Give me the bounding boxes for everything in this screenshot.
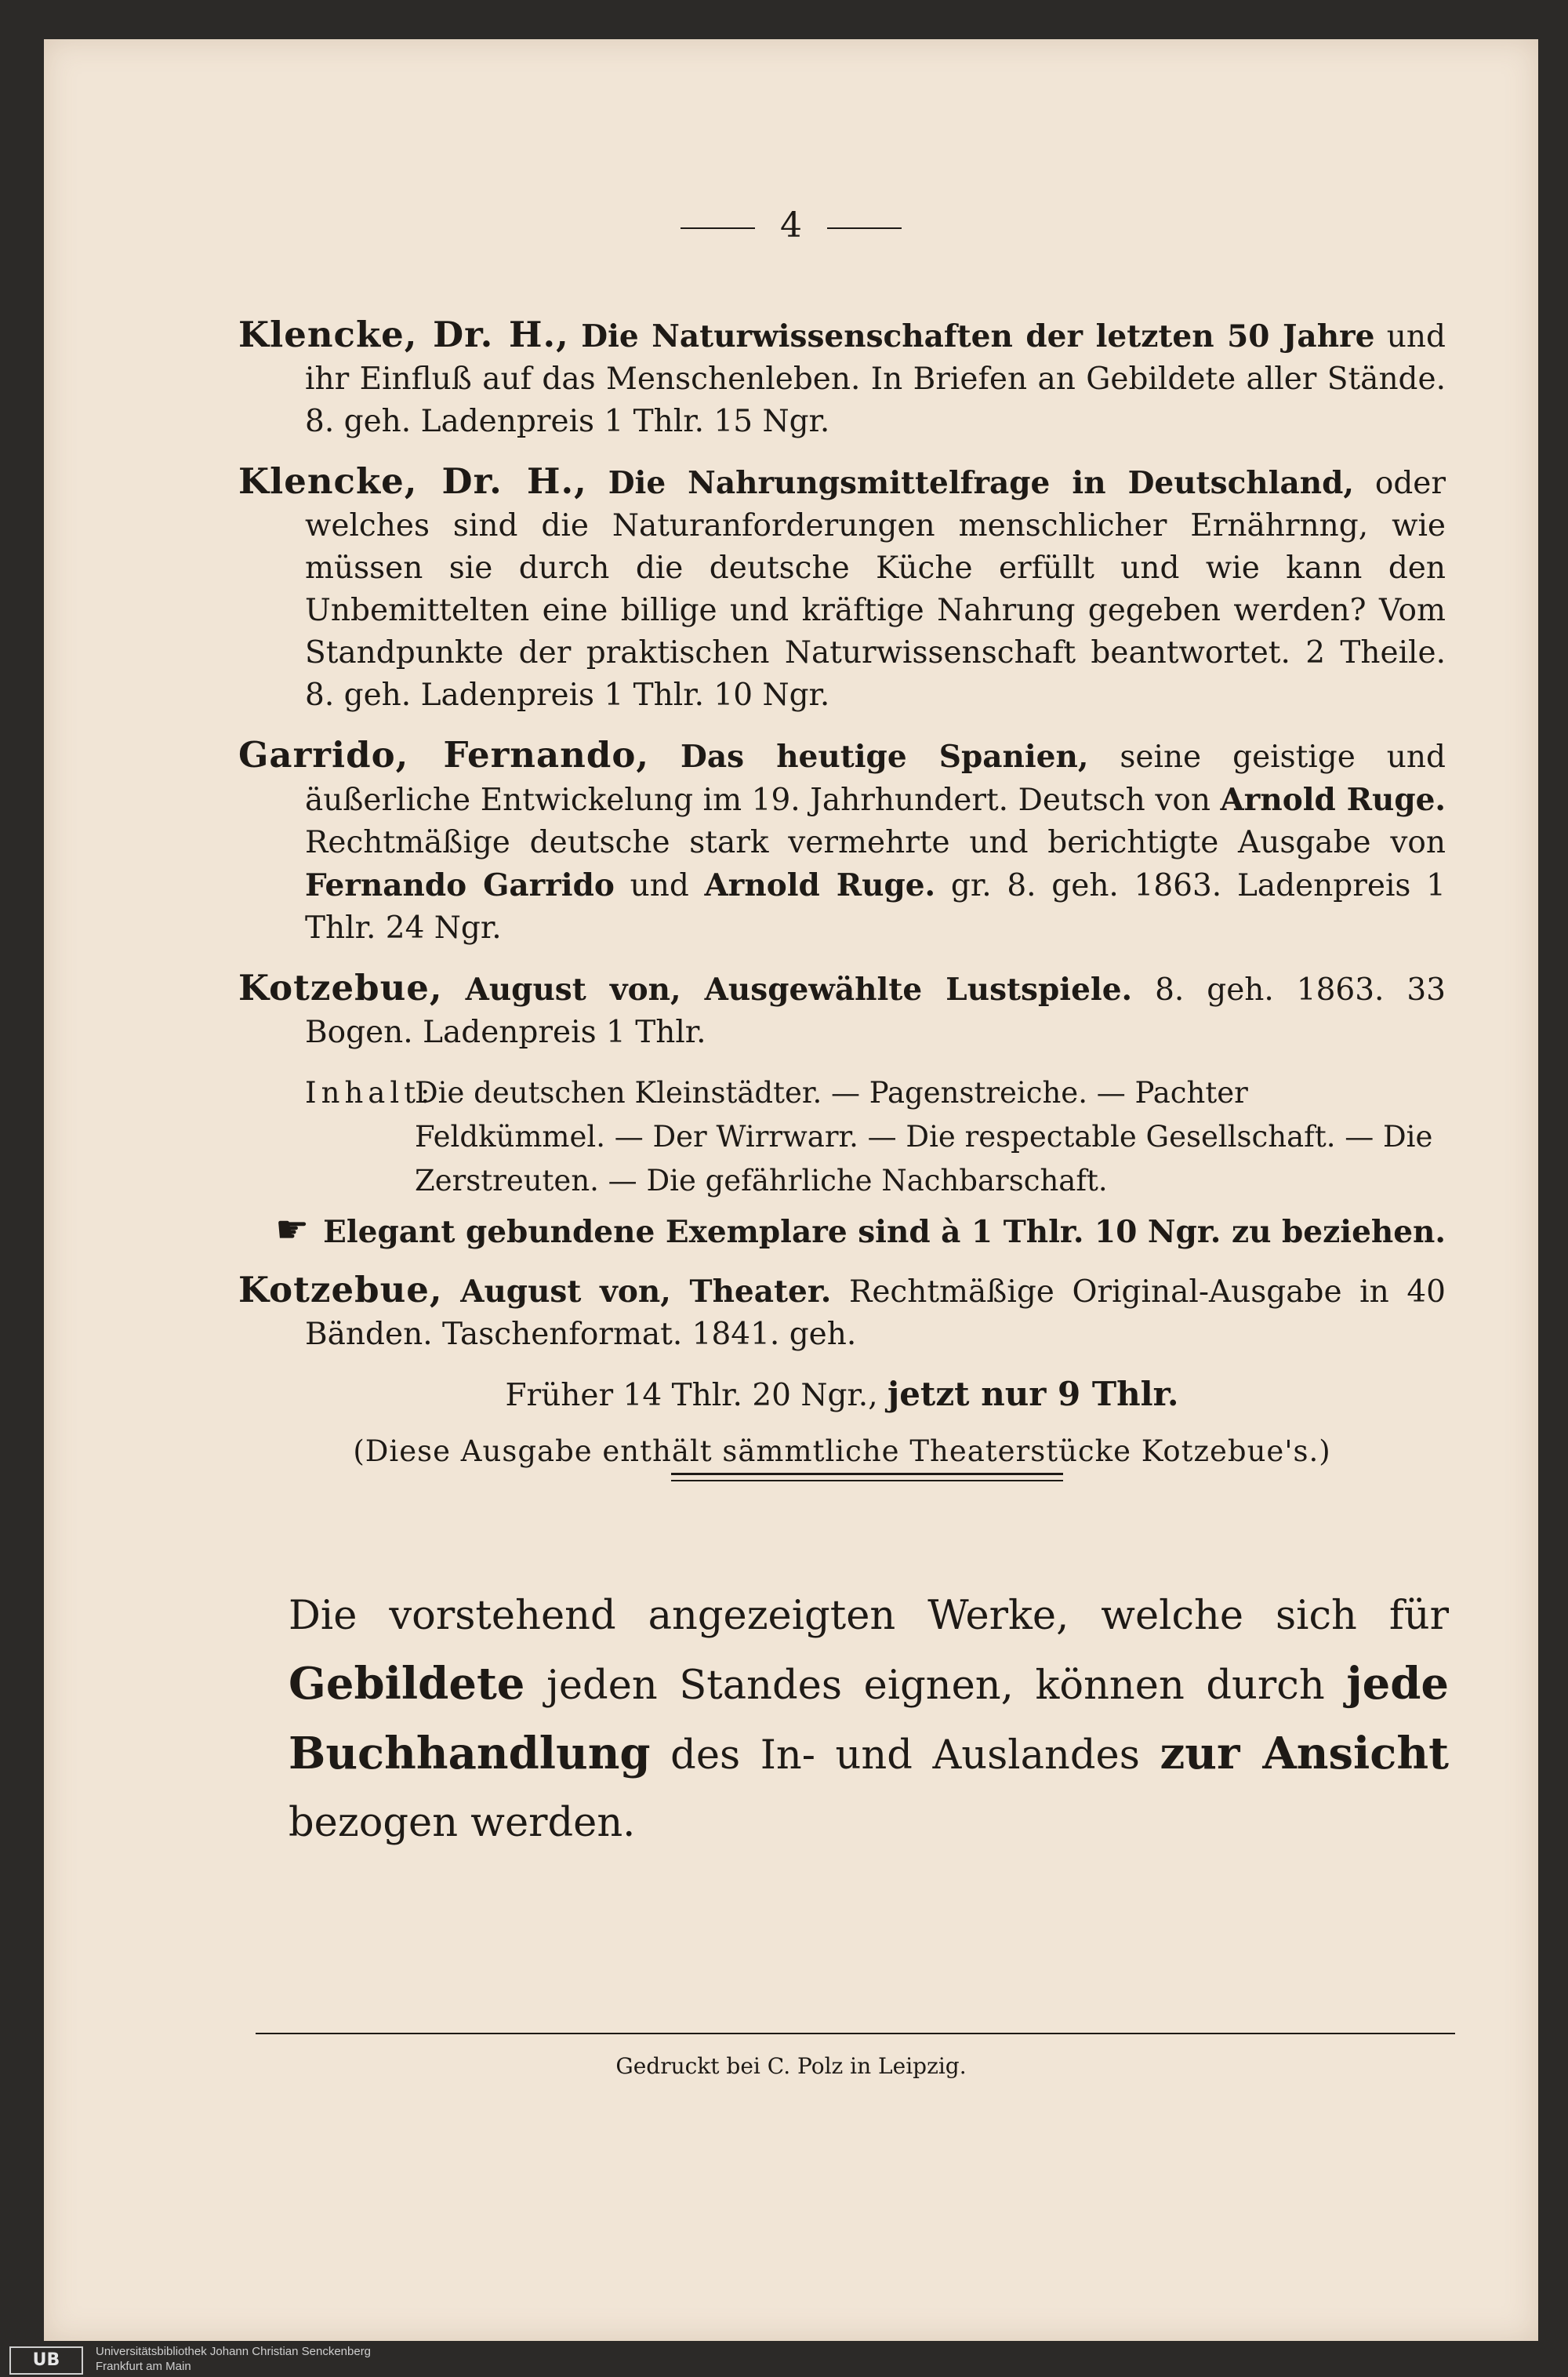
listing-title: August von, Ausgewählte Lustspiele. xyxy=(465,972,1133,1008)
closing-text: bezogen werden. xyxy=(289,1800,636,1846)
listing-author: Klencke, Dr. H., xyxy=(238,314,569,355)
closing-text: Die vorstehend angezeigten Werke, welche sich für xyxy=(289,1593,1449,1639)
listing-details: 8. geh. 1863. 33 Bogen. Ladenpreis 1 Thlr. xyxy=(305,972,1446,1050)
closing-text: des In- und Auslandes xyxy=(670,1732,1140,1779)
bound-copies-note xyxy=(238,1208,1446,1252)
listing-garrido-spanien xyxy=(238,734,1446,950)
page-number-dash-right xyxy=(827,227,902,229)
library-name: Universitätsbibliothek Johann Christian Senckenberg Frankfurt am Main xyxy=(96,2345,372,2373)
imprint-rule xyxy=(256,2033,1455,2034)
listing-title: Das heutige Spanien, xyxy=(681,739,1089,775)
closing-emphasis: zur Ansicht xyxy=(1160,1728,1449,1779)
printer-imprint: Gedruckt bei C. Polz in Leipzig. xyxy=(615,2053,967,2079)
page-number: 4 xyxy=(44,205,1538,245)
page-number-dash-left xyxy=(681,227,755,229)
listing-details: und xyxy=(630,868,689,903)
new-price: jetzt nur 9 Thlr. xyxy=(887,1375,1179,1413)
listing-author: Garrido, Fernando, xyxy=(238,734,650,776)
listing-kotzebue-theater xyxy=(238,1269,1446,1356)
library-logo: UB xyxy=(9,2346,83,2375)
listing-klencke-nahrungsmittelfrage xyxy=(238,460,1446,717)
listing-author: Kotzebue, xyxy=(238,967,443,1009)
old-price: Früher 14 Thlr. 20 Ngr., xyxy=(505,1378,878,1413)
listing-details: oder welches sind die Naturanforderungen menschlicher Ernährnng, wie müssen sie durch die deutsche Küche erfüllt und wie kann den Unbemittelten eine billige und kräftige Nahrung gegeben werden? Vom Standpunkte der praktischen Naturwissenschaft beantwortet. 2 Theile. 8. geh. Ladenpreis 1 Thlr. 10 Ngr. xyxy=(305,466,1446,713)
note-text: Elegant gebundene Exemplare sind à 1 Thlr. 10 Ngr. zu beziehen. xyxy=(323,1214,1446,1250)
library-footer xyxy=(0,2341,1568,2377)
listing-title: Die Naturwissenschaften der letzten 50 Jahre xyxy=(581,318,1375,354)
listing-title: Die Nahrungsmittelfrage in Deutschland, xyxy=(608,465,1354,501)
closing-paragraph xyxy=(289,1583,1449,1857)
document-page xyxy=(44,39,1538,2341)
listing-author-inline: Fernando Garrido xyxy=(305,867,615,903)
listing-contents xyxy=(238,1071,1446,1203)
section-divider xyxy=(671,1473,1063,1481)
listing-title: August von, Theater. xyxy=(460,1274,832,1310)
closing-emphasis: Gebildete xyxy=(289,1658,525,1710)
listing-klencke-naturwissenschaften xyxy=(238,314,1446,443)
contents-label: Inhalt: xyxy=(305,1076,435,1110)
listing-translator: Arnold Ruge. xyxy=(704,867,936,903)
listing-details: seine geistige und äußerliche Entwickelung im 19. Jahrhundert. Deutsch von xyxy=(305,740,1446,818)
listing-details: und ihr Einfluß auf das Menschenleben. In Briefen an Gebildete aller Stände. 8. geh. Ladenpreis 1 Thlr. 15 Ngr. xyxy=(305,319,1446,439)
book-listings xyxy=(238,314,1446,1468)
contents-text: Die deutschen Kleinstädter. — Pagenstreiche. — Pachter Feldkümmel. — Der Wirrwarr. — Die respectable Gesellschaft. — Die Zerstreuten. — Die gefährliche Nachbarschaft. xyxy=(415,1076,1433,1198)
listing-kotzebue-lustspiele xyxy=(238,967,1446,1054)
pointing-hand-icon: ☛ xyxy=(275,1208,310,1252)
listing-translator: Arnold Ruge. xyxy=(1220,782,1446,818)
closing-text: jeden Standes eignen, können durch xyxy=(546,1663,1325,1709)
listing-details: Rechtmäßige Original-Ausgabe in 40 Bänden. Taschenformat. 1841. geh. xyxy=(305,1274,1446,1352)
listing-author: Klencke, Dr. H., xyxy=(238,460,587,502)
closing-emphasis: jede Buchhandlung xyxy=(289,1658,1450,1779)
listing-details: Rechtmäßige deutsche stark vermehrte und berichtigte Ausgabe von xyxy=(305,825,1446,860)
listing-details: gr. 8. geh. 1863. Ladenpreis 1 Thlr. 24 Ngr. xyxy=(305,868,1446,946)
listing-author: Kotzebue, xyxy=(238,1269,443,1310)
edition-remark: (Diese Ausgabe enthält sämmtliche Theaterstücke Kotzebue's.) xyxy=(353,1434,1331,1468)
price-line xyxy=(238,1373,1446,1417)
